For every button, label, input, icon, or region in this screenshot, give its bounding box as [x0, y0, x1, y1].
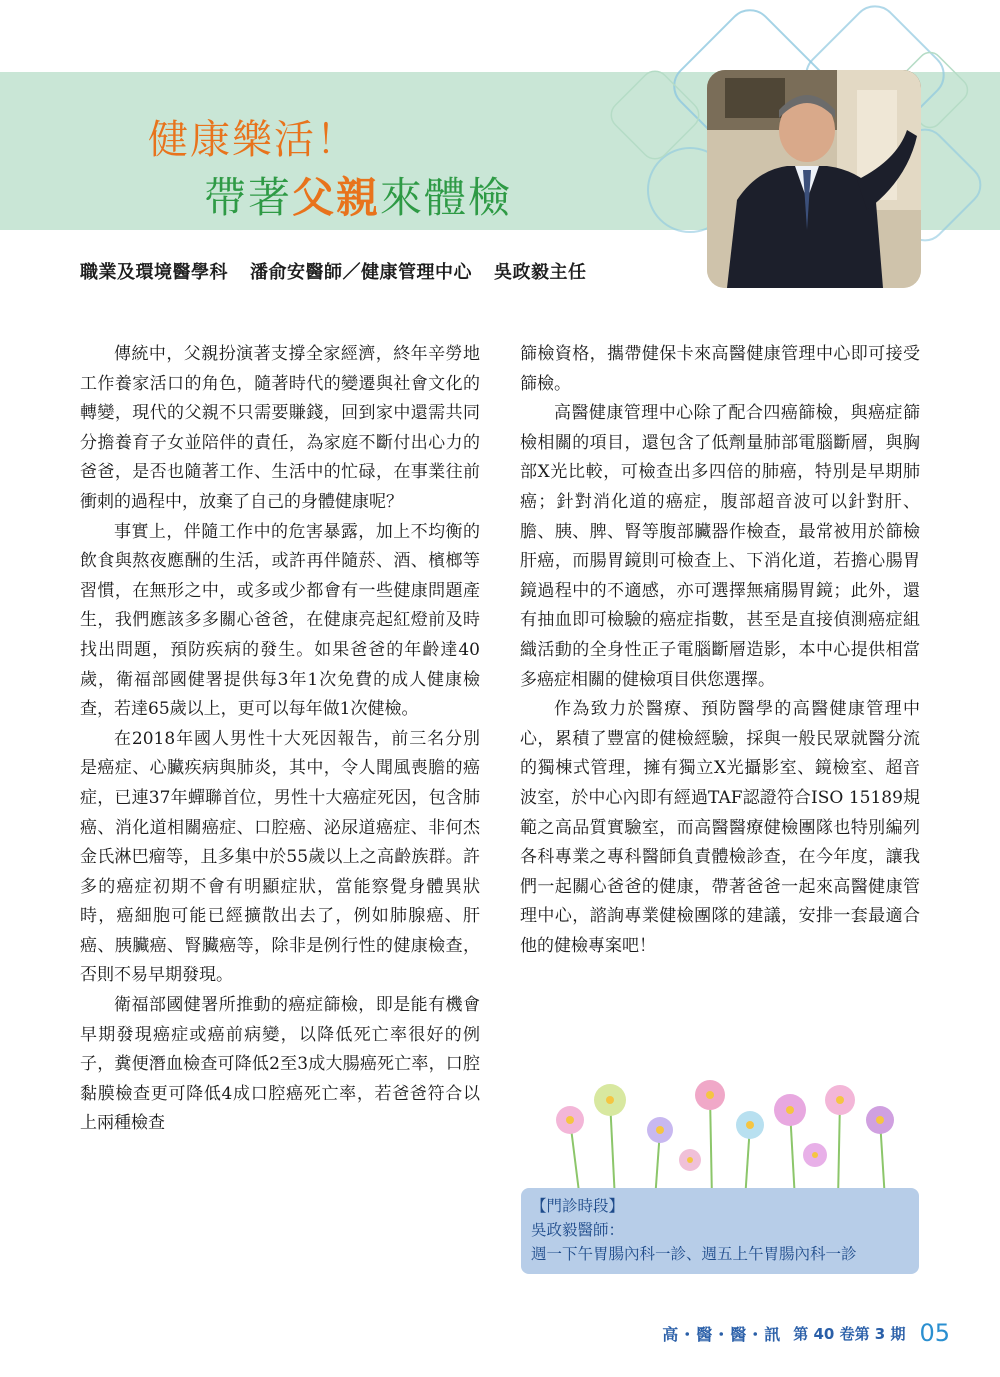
paragraph: 傳統中，父親扮演著支撐全家經濟，終年辛勞地工作養家活口的角色，隨著時代的變遷與社會文化的轉變，現代的父親不只需要賺錢，回到家中還需共同分擔養育子女並陪伴的責任，為家庭不斷付出心力的爸爸，是否也隨著工作、生活中的忙碌，在事業往前衝刺的過程中，放棄了自己的身體健康呢？ — [80, 344, 480, 512]
clinic-heading: 【門診時段】 — [531, 1197, 625, 1215]
clinic-schedule: 週一下午胃腸內科一診、週五上午胃腸內科一診 — [531, 1245, 857, 1263]
author-portrait-photo — [707, 70, 921, 288]
article-left-column — [80, 340, 480, 1139]
page-footer — [662, 1318, 950, 1348]
article-right-column — [520, 340, 920, 961]
paragraph: 篩檢資格，攜帶健保卡來高醫健康管理中心即可接受篩檢。 — [520, 344, 920, 394]
clinic-hours-box — [521, 1188, 919, 1274]
paragraph: 事實上，伴隨工作中的危害暴露，加上不均衡的飲食與熬夜應酬的生活，或許再伴隨菸、酒、檳榔等習慣，在無形之中，或多或少都會有一些健康問題產生，我們應該多多關心爸爸，在健康亮起紅燈前及時找出問題，預防疾病的發生。如果爸爸的年齡達40歲，衛福部國健署提供每3年1次免費的成人健康檢查，若達65歲以上，更可以每年做1次健檢。 — [80, 521, 480, 720]
title-line-2 — [204, 165, 512, 225]
flowers-illustration — [540, 1080, 920, 1200]
paragraph: 作為致力於醫療、預防醫學的高醫健康管理中心，累積了豐富的健檢經驗，採與一般民眾就醫分流的獨棟式管理，擁有獨立X光攝影室、鏡檢室、超音波室，於中心內即有經過TAF認證符合ISO 15189規範之高品質實驗室，而高醫醫療健檢團隊也特別編列各科專業之專科醫師負責體檢診查，在今年度，讓我們一起關心爸爸的健康，帶著爸爸一起來高醫健康管理中心，諮詢專業健檢團隊的建議，安排一套最適合他的健檢專案吧！ — [520, 699, 920, 956]
title-line-1: 健康樂活！ — [148, 117, 358, 163]
paragraph: 高醫健康管理中心除了配合四癌篩檢，與癌症篩檢相關的項目，還包含了低劑量肺部電腦斷層，與胸部X光比較，可檢查出多四倍的肺癌，特別是早期肺癌；針對消化道的癌症，腹部超音波可以針對肝、膽、胰、脾、腎等腹部臟器作檢查，最常被用於篩檢肝癌，而腸胃鏡則可檢查上、下消化道，若擔心腸胃鏡過程中的不適感，亦可選擇無痛腸胃鏡；此外，還有抽血即可檢驗的癌症指數，甚至是直接偵測癌症組織活動的全身性正子電腦斷層造影，本中心提供相當多癌症相關的健檢項目供您選擇。 — [520, 403, 920, 690]
author-doctor: 潘俞安醫師／健康管理中心 — [250, 262, 472, 283]
issue-number: 第 40 卷第 3 期 — [793, 1324, 906, 1343]
paragraph: 在2018年國人男性十大死因報告，前三名分別是癌症、心臟疾病與肺炎，其中，令人聞風喪膽的癌症，已連37年蟬聯首位，男性十大癌症死因，包含肺癌、消化道相關癌症、口腔癌、泌尿道癌症、非何杰金氏淋巴瘤等，且多集中於55歲以上之高齡族群。許多的癌症初期不會有明顯症狀，當能察覺身體異狀時，癌細胞可能已經擴散出去了，例如肺腺癌、肝癌、胰臟癌、腎臟癌等，除非是例行性的健康檢查，否則不易早期發現。 — [80, 728, 480, 986]
page-number: 05 — [919, 1319, 950, 1347]
author-director: 吳政毅主任 — [494, 262, 587, 283]
author-byline — [80, 258, 609, 284]
title-line-2-pre: 帶著 — [204, 173, 293, 222]
portrait-illustration — [707, 70, 921, 288]
paragraph: 衛福部國健署所推動的癌症篩檢，即是能有機會早期發現癌症或癌前病變，以降低死亡率很好的例子，糞便潛血檢查可降低2至3成大腸癌死亡率，口腔黏膜檢查更可降低4成口腔癌死亡率，若爸爸符合以上兩種檢查 — [80, 995, 480, 1134]
magazine-name: 高・醫・醫・訊 — [662, 1324, 782, 1344]
title-line-2-post: 來體檢 — [380, 173, 513, 222]
clinic-doctor: 吳政毅醫師： — [531, 1221, 625, 1239]
title-line-2-highlight: 父親 — [292, 173, 381, 222]
author-dept: 職業及環境醫學科 — [80, 262, 228, 283]
